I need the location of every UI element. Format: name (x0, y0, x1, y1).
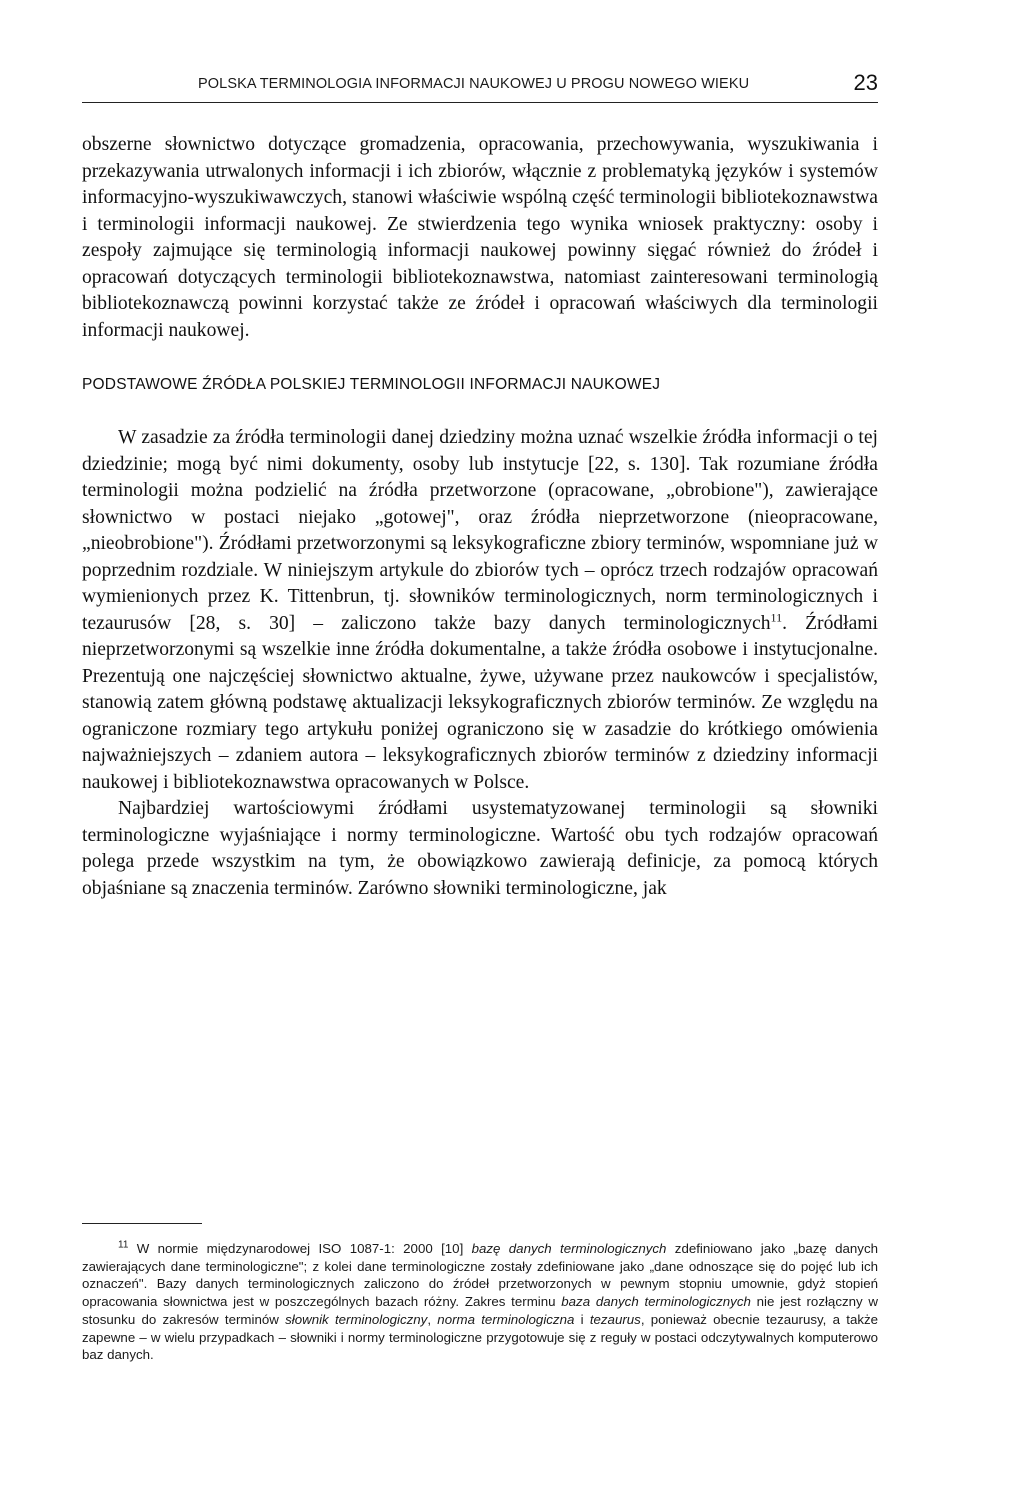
paragraph-sources-text-a: W zasadzie za źródła terminologii danej dziedziny można uznać wszelkie źródła informacji o tej dziedzinie; mogą być nimi dokumenty, osoby lub instytucje [22, s. 130]. Tak rozumiane źródła terminologii można podzielić na źródła przetworzone (opracowane, „obrobione"), zawierające słownictwo w postaci niejako „gotowej", oraz źródła nieprzetworzone (nieopracowane, „nieobrobione"). Źródłami przetworzonymi są leksykograficzne zbiory terminów, wspomniane już w poprzednim rozdziale. W niniejszym artykule do zbiorów tych – oprócz trzech rodzajów opracowań wymienionych przez K. Tittenbrun, tj. słowników terminologicznych, norm terminologicznych i tezaurusów [28, s. 30] – zaliczono także bazy danych terminologicznych (82, 427, 878, 634)
footnote-number: 11 (118, 1239, 129, 1251)
footnote-term: norma terminologiczna (437, 1311, 575, 1327)
footnote-text: nie jest rozłączny w stosunku do zakresów terminów (82, 1294, 879, 1327)
paragraph-sources-text-b: . Źródłami nieprzetworzonymi są wszelkie inne źródła dokumentalne, a także źródła osobowe i instytucjonalne. Prezentują one najczęściej słownictwo aktualne, żywe, używane przez naukowców i specjalistów, stanowią zatem główną podstawę aktualizacji leksykograficznych zbiorów terminów. Ze względu na ograniczone rozmiary tego artykułu poniżej ograniczono się w zasadzie do krótkiego omówienia najważniejszych – zdaniem autora – leksykograficznych zbiorów terminów z dziedziny informacji naukowej i bibliotekoznawstwa opracowanych w Polsce. (82, 612, 878, 793)
footnote-reference[interactable]: 11 (770, 609, 783, 624)
section-heading: PODSTAWOWE ŹRÓDŁA POLSKIEJ TERMINOLOGII INFORMACJI NAUKOWEJ (82, 376, 661, 393)
footnote-text: , ponieważ obecnie tezaurusy, a także zapewne – w wielu przypadkach – słowniki i normy terminologiczne przygotowuje się z reguły w postaci odczytywalnych komputerowo baz danych. (82, 1311, 879, 1363)
body-text (82, 132, 878, 902)
running-header (82, 72, 878, 103)
paragraph-sources (82, 425, 878, 796)
footnote-text: , (427, 1311, 438, 1327)
footnote-text: W normie międzynarodowej ISO 1087-1: 2000 [10] (128, 1241, 472, 1256)
footnote-text: zdefiniowano jako „bazę danych zawierających dane terminologiczne"; z kolei dane terminologiczne zostały zdefiniowane jako „dane odnoszące się do pojęć lub ich oznaczeń". Bazy danych terminologicznych zaliczono do źródeł przetworzonych w pewnym stopniu umownie, gdyż stopień opracowania słownictwa jest w poszczególnych bazach różny. Zakres terminu (82, 1241, 878, 1310)
running-title: POLSKA TERMINOLOGIA INFORMACJI NAUKOWEJ U PROGU NOWEGO WIEKU (198, 76, 750, 92)
footnote-term: słownik terminologiczny (285, 1311, 428, 1327)
footnote-divider (82, 1223, 202, 1224)
footnote-11 (82, 1240, 878, 1364)
footnotes (82, 1240, 878, 1364)
paragraph-dictionaries: Najbardziej wartościowymi źródłami usystematyzowanej terminologii są słowniki terminologiczne wyjaśniające i normy terminologiczne. Wartość obu tych rodzajów opracowań polega przede wszystkim na tym, że obowiązkowo zawierają definicje, za pomocą których objaśniane są znaczenia terminów. Zarówno słowniki terminologiczne, jak (82, 798, 878, 899)
paragraph-continued: obszerne słownictwo dotyczące gromadzenia, opracowania, przechowywania, wyszukiwania i przekazywania utrwalonych informacji i ich zbiorów, włącznie z problematyką języków i systemów informacyjno-wyszukiwawczych, stanowi właściwie wspólną część terminologii bibliotekoznawstwa i terminologii informacji naukowej. Ze stwierdzenia tego wynika wniosek praktyczny: osoby i zespoły zajmujące się terminologią informacji naukowej powinny sięgać również do źródeł i opracowań dotyczących terminologii bibliotekoznawstwa, natomiast zainteresowani terminologią bibliotekoznawczą powinni korzystać także ze źródeł i opracowań właściwych dla terminologii informacji naukowej. (82, 134, 878, 341)
page-number: 23 (853, 70, 878, 95)
footnote-term: bazę danych terminologicznych (471, 1241, 667, 1256)
footnote-term: baza danych terminologicznych (561, 1294, 751, 1310)
footnote-text: i (574, 1311, 590, 1327)
footnote-term: tezaurus (589, 1311, 641, 1327)
